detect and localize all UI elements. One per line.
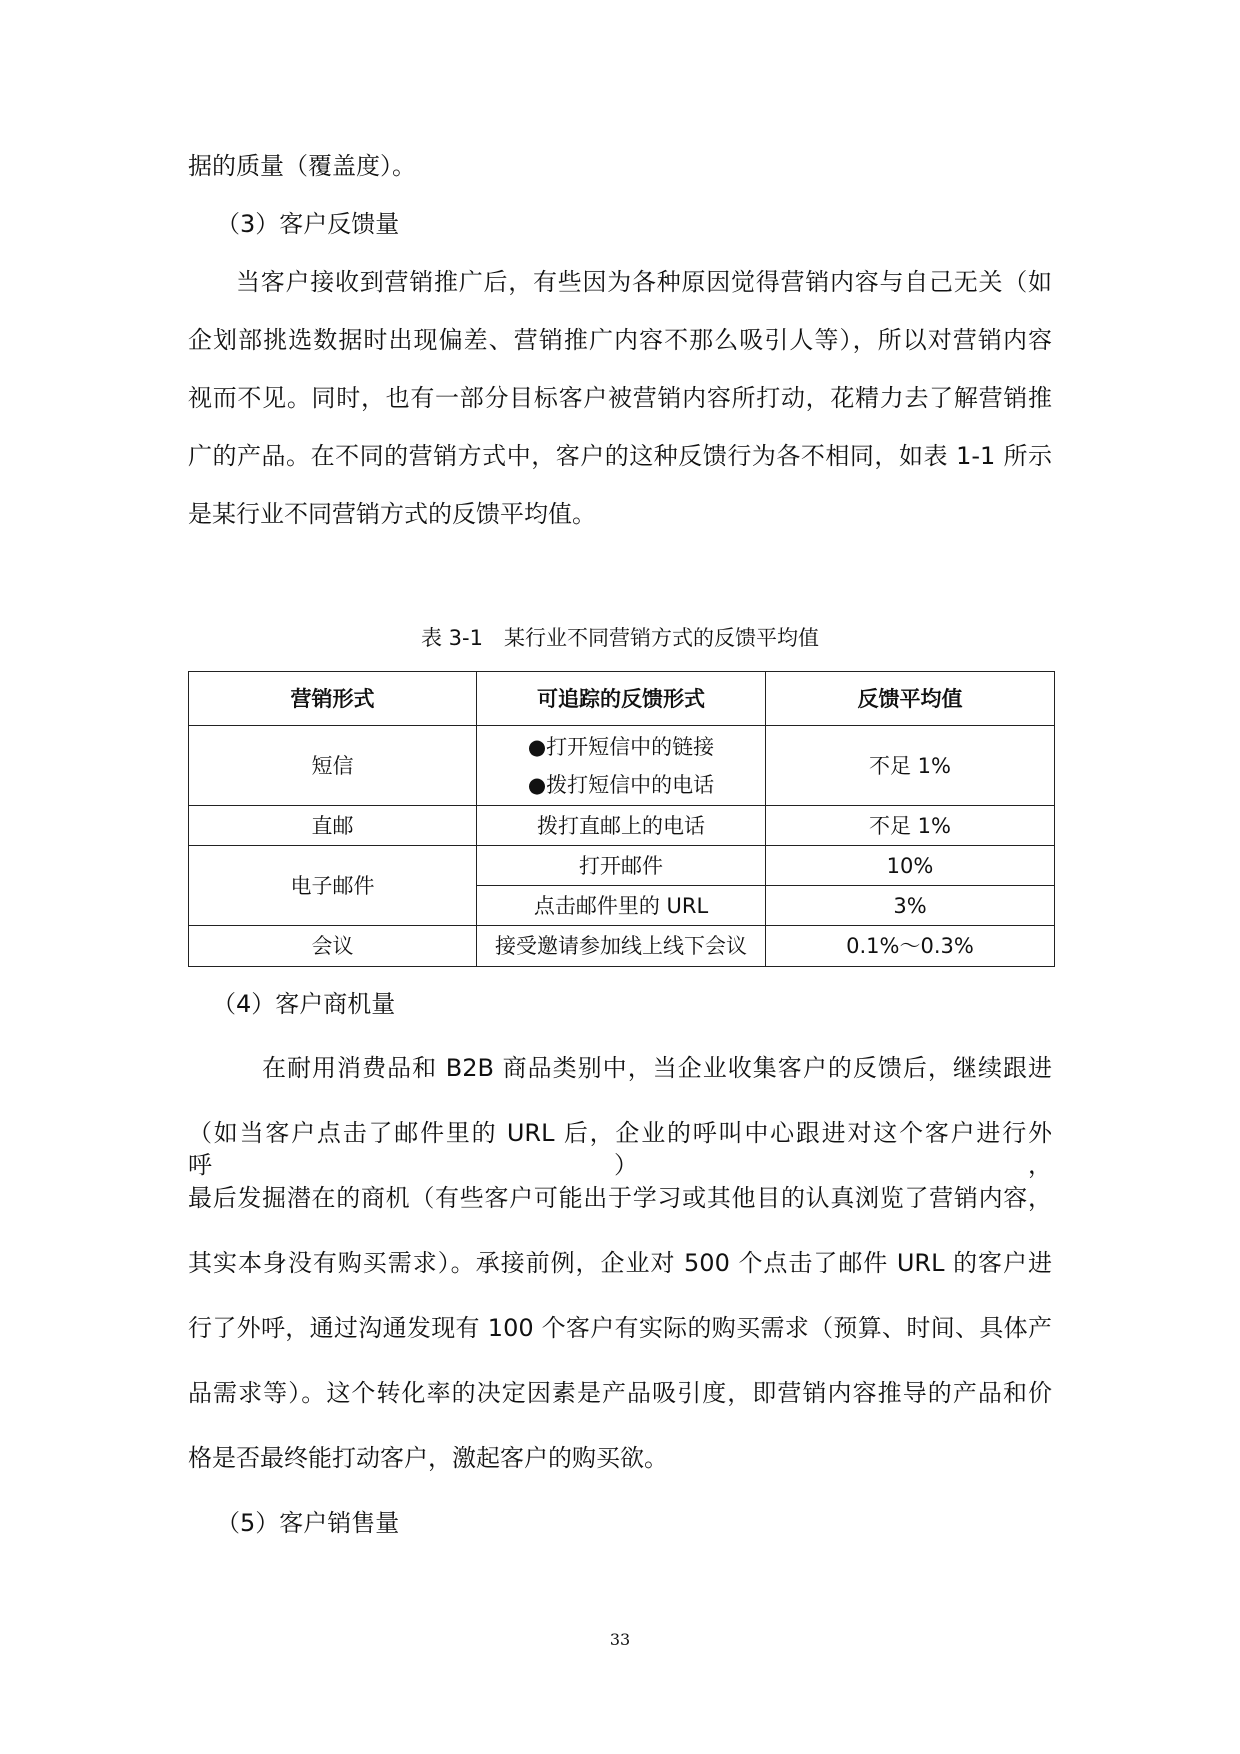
paragraph-line: 是某行业不同营销方式的反馈平均值。 — [188, 500, 596, 528]
cell-feedback-sms — [477, 726, 766, 806]
table-row — [189, 926, 1055, 967]
cell-value-meeting: 0.1%～0.3% — [766, 926, 1055, 967]
paragraph-line: 视而不见。同时，也有一部分目标客户被营销内容所打动，花精力去了解营销推 — [188, 384, 1052, 412]
section-heading-5: （5）客户销售量 — [216, 1509, 400, 1537]
paragraph-line: 品需求等）。这个转化率的决定因素是产品吸引度，即营销内容推导的产品和价 — [188, 1379, 1052, 1407]
section-heading-3: （3）客户反馈量 — [216, 210, 400, 238]
cell-value-email-click: 3% — [766, 886, 1055, 926]
paragraph-line: 其实本身没有购买需求）。承接前例，企业对 500 个点击了邮件 URL 的客户进 — [188, 1249, 1052, 1277]
cell-form-sms: 短信 — [189, 726, 477, 806]
paragraph-line: 企划部挑选数据时出现偏差、营销推广内容不那么吸引人等），所以对营销内容 — [188, 326, 1052, 354]
cell-value-mail: 不足 1% — [766, 806, 1055, 846]
table-row — [189, 846, 1055, 886]
intro-line: 据的质量（覆盖度）。 — [188, 152, 416, 180]
header-feedback-form: 可追踪的反馈形式 — [477, 672, 766, 726]
bullet-item: ●打开短信中的链接 — [527, 734, 715, 759]
feedback-table — [188, 671, 1055, 967]
table-row — [189, 806, 1055, 846]
bullet-item: ●拨打短信中的电话 — [527, 772, 715, 797]
paragraph-line: 在耐用消费品和 B2B 商品类别中，当企业收集客户的反馈后，继续跟进 — [262, 1054, 1052, 1082]
cell-form-email: 电子邮件 — [189, 846, 477, 926]
cell-value-sms: 不足 1% — [766, 726, 1055, 806]
section-heading-4: （4）客户商机量 — [212, 990, 396, 1018]
cell-feedback-meeting: 接受邀请参加线上线下会议 — [477, 926, 766, 967]
cell-feedback-email-click: 点击邮件里的 URL — [477, 886, 766, 926]
cell-value-email-open: 10% — [766, 846, 1055, 886]
header-average: 反馈平均值 — [766, 672, 1055, 726]
header-marketing-form: 营销形式 — [189, 672, 477, 726]
page-number: 33 — [609, 1630, 631, 1649]
cell-feedback-email-open: 打开邮件 — [477, 846, 766, 886]
paragraph-line: 最后发掘潜在的商机（有些客户可能出于学习或其他目的认真浏览了营销内容， — [188, 1184, 1052, 1212]
cell-form-mail: 直邮 — [189, 806, 477, 846]
cell-form-meeting: 会议 — [189, 926, 477, 967]
paragraph-line: 当客户接收到营销推广后，有些因为各种原因觉得营销内容与自己无关（如 — [236, 268, 1052, 296]
paragraph-line: （如当客户点击了邮件里的 URL 后，企业的呼叫中心跟进对这个客户进行外呼）， — [188, 1119, 1052, 1179]
paragraph-line: 格是否最终能打动客户，激起客户的购买欲。 — [188, 1444, 668, 1472]
table-header-row — [189, 672, 1055, 726]
paragraph-line: 行了外呼，通过沟通发现有 100 个客户有实际的购买需求（预算、时间、具体产 — [188, 1314, 1052, 1342]
paragraph-line: 广的产品。在不同的营销方式中，客户的这种反馈行为各不相同，如表 1-1 所示 — [188, 442, 1052, 470]
table-row — [189, 726, 1055, 806]
table-caption: 表 3-1 某行业不同营销方式的反馈平均值 — [421, 626, 819, 650]
cell-feedback-mail: 拨打直邮上的电话 — [477, 806, 766, 846]
